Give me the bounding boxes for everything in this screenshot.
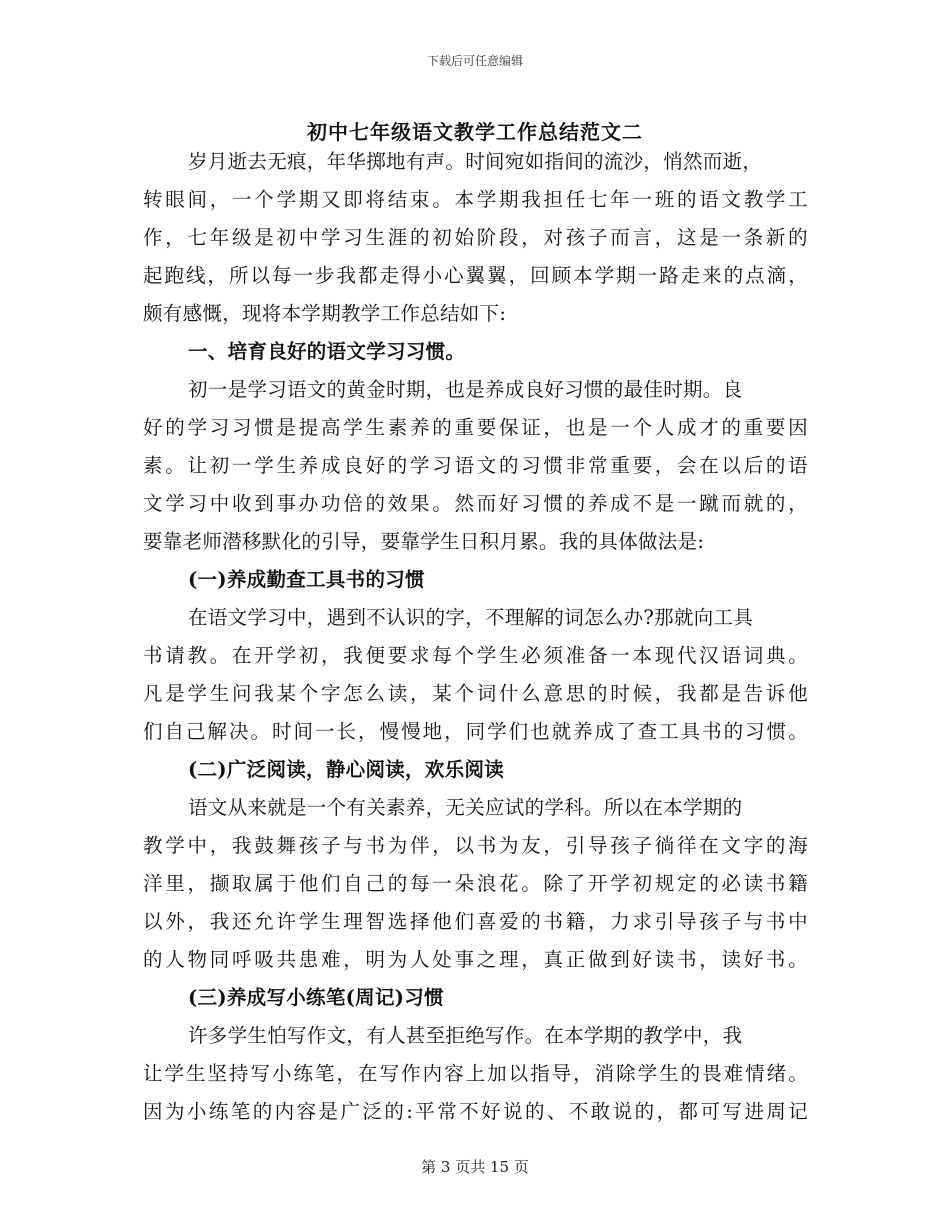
- section-heading: 一、培育良好的语文学习习惯。: [188, 340, 466, 363]
- document-title: 初中七年级语文教学工作总结范文二: [307, 120, 643, 144]
- paragraph-line: 们自己解决。时间一长，慢慢地，同学们也就养成了查工具书的习惯。: [143, 720, 808, 743]
- paragraph-line: 转眼间，一个学期又即将结束。本学期我担任七年一班的语文教学工: [143, 188, 808, 211]
- subsection-heading: (二)广泛阅读，静心阅读，欢乐阅读: [188, 758, 505, 781]
- subsection-heading: (一)养成勤查工具书的习惯: [188, 568, 425, 591]
- paragraph-line: 以外，我还允许学生理智选择他们喜爱的书籍，力求引导孩子与书中: [143, 910, 808, 933]
- paragraph-line: 素。让初一学生养成良好的学习语文的习惯非常重要，会在以后的语: [143, 454, 808, 477]
- paragraph-line: 岁月逝去无痕，年华掷地有声。时间宛如指间的流沙，悄然而逝，: [188, 150, 763, 173]
- paragraph-line: 在语文学习中，遇到不认识的字，不理解的词怎么办?那就向工具: [188, 606, 754, 629]
- paragraph-line: 文学习中收到事办功倍的效果。然而好习惯的养成不是一蹴而就的，: [143, 492, 808, 515]
- paragraph-line: 好的学习习惯是提高学生素养的重要保证，也是一个人成才的重要因: [143, 416, 808, 439]
- paragraph-line: 作，七年级是初中学习生涯的初始阶段，对孩子而言，这是一条新的: [143, 226, 808, 249]
- paragraph-line: 许多学生怕写作文，有人甚至拒绝写作。在本学期的教学中，我: [188, 1024, 743, 1047]
- paragraph-line: 书请教。在开学初，我便要求每个学生必须准备一本现代汉语词典。: [143, 644, 808, 667]
- paragraph-line: 教学中，我鼓舞孩子与书为伴，以书为友，引导孩子徜徉在文字的海: [143, 834, 808, 857]
- paragraph-line: 洋里，撷取属于他们自己的每一朵浪花。除了开学初规定的必读书籍: [143, 872, 808, 895]
- paragraph-line: 因为小练笔的内容是广泛的:平常不好说的、不敢说的，都可写进周记: [143, 1100, 808, 1123]
- paragraph-line: 的人物同呼吸共患难，明为人处事之理，真正做到好读书，读好书。: [143, 948, 808, 971]
- page-number-footer: 第 3 页共 15 页: [421, 1158, 529, 1176]
- paragraph-line: 起跑线，所以每一步我都走得小心翼翼，回顾本学期一路走来的点滴，: [143, 264, 808, 287]
- paragraph-line: 初一是学习语文的黄金时期，也是养成良好习惯的最佳时期。良: [188, 378, 743, 401]
- subsection-heading: (三)养成写小练笔(周记)习惯: [188, 986, 444, 1009]
- paragraph-line: 语文从来就是一个有关素养，无关应试的学科。所以在本学期的: [188, 796, 743, 819]
- paragraph-line: 要靠老师潜移默化的引导，要靠学生日积月累。我的具体做法是:: [143, 530, 705, 553]
- paragraph-line: 凡是学生问我某个字怎么读，某个词什么意思的时候，我都是告诉他: [143, 682, 808, 705]
- paragraph-line: 让学生坚持写小练笔，在写作内容上加以指导，消除学生的畏难情绪。: [143, 1062, 808, 1085]
- header-note: 下载后可任意编辑: [426, 54, 523, 68]
- paragraph-line: 颇有感慨，现将本学期教学工作总结如下:: [143, 302, 507, 325]
